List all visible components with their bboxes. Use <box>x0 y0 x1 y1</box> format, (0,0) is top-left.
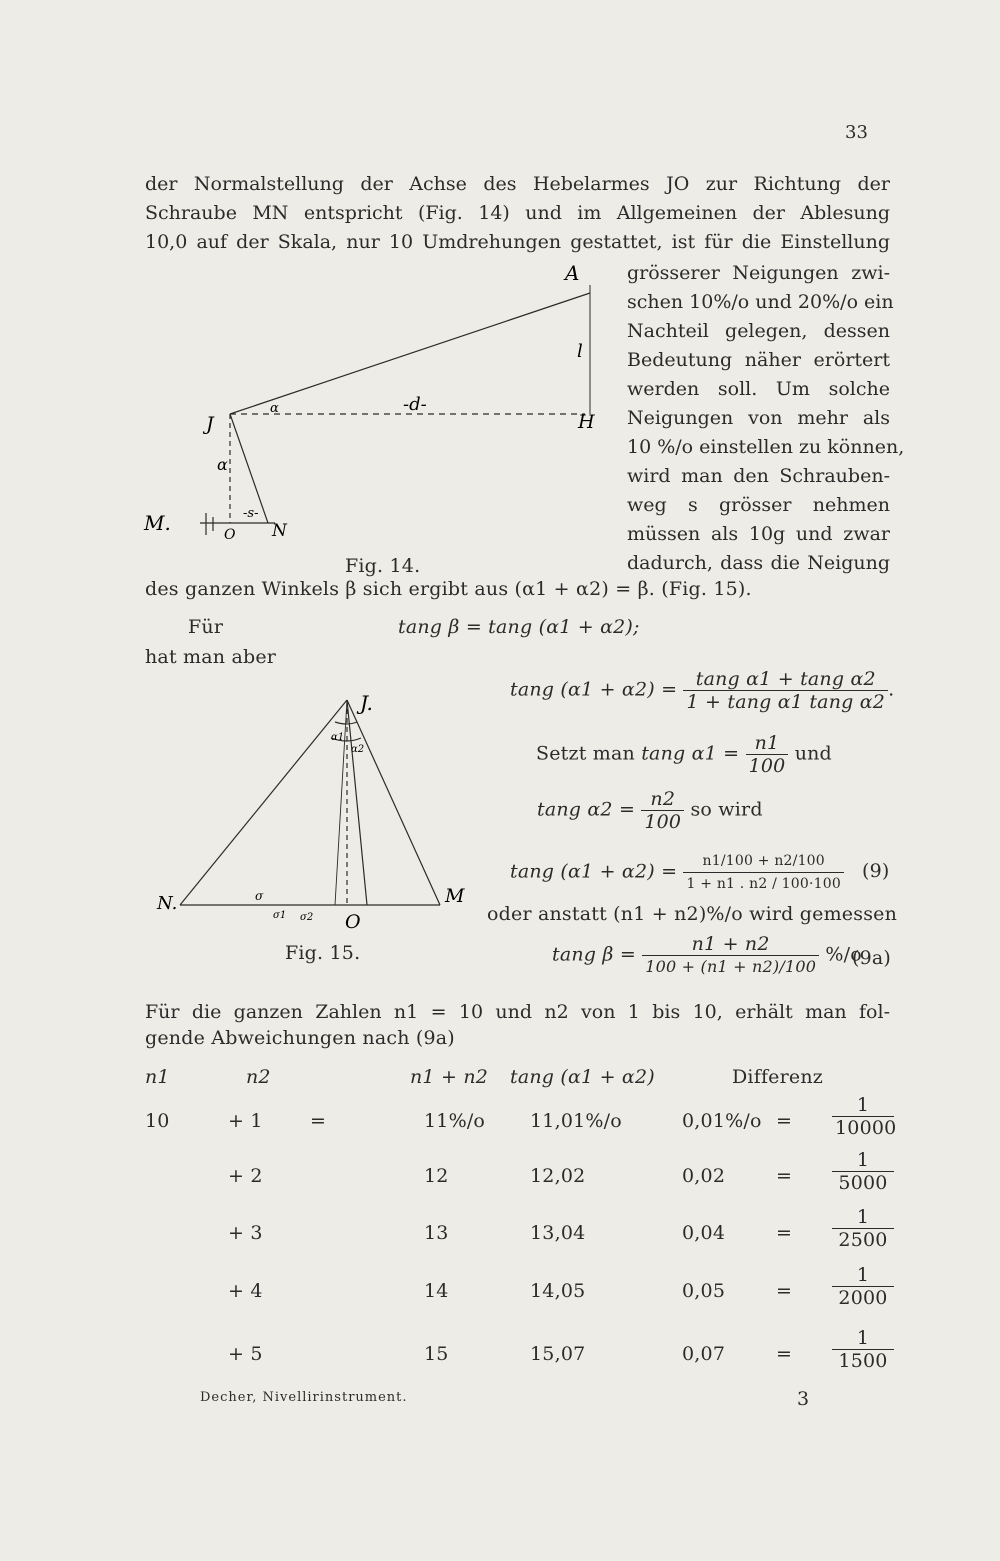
text-line: oder anstatt (n1 + n2)%/o wird gemessen <box>487 903 898 925</box>
table-cell-tang: 13,04 <box>530 1222 586 1244</box>
table-cell-tang: 12,02 <box>530 1165 586 1187</box>
table-cell-equals: = <box>776 1280 793 1302</box>
table-cell-sum: 15 <box>424 1343 449 1365</box>
fraction-numerator: n1/100 + n2/100 <box>683 850 843 873</box>
table-cell-difference: 0,05 <box>682 1280 726 1302</box>
fraction-denominator: 1500 <box>838 1350 888 1372</box>
label-J: J <box>206 413 214 435</box>
page-number: 33 <box>845 122 868 143</box>
fraction <box>832 1149 894 1194</box>
text-prefix: Setzt man <box>536 742 635 765</box>
text-line: 10,0 auf der Skala, nur 10 Umdrehungen gestattet, ist für die Einstellung <box>145 231 890 253</box>
text-line: des ganzen Winkels β sich ergibt aus (α1 + α2) = β. (Fig. 15). <box>145 578 752 600</box>
equation-tang-beta: tang β = tang (α1 + α2); <box>398 616 640 638</box>
table-cell-n1: 10 <box>145 1110 170 1132</box>
table-cell-tang: 11,01%/o <box>530 1110 622 1132</box>
table-cell-n2: + 5 <box>228 1343 263 1365</box>
table-cell-n2: + 2 <box>228 1165 263 1187</box>
label-s: -s- <box>243 506 259 521</box>
fraction <box>832 1206 894 1251</box>
table-cell-n2: + 4 <box>228 1280 263 1302</box>
fraction-numerator: tang α1 + tang α2 <box>683 668 888 691</box>
text-line: hat man aber <box>145 646 277 668</box>
footer-right: 3 <box>797 1388 810 1410</box>
text-suffix: und <box>794 742 832 765</box>
label-M: M <box>445 885 465 907</box>
equation-9a <box>552 933 862 978</box>
table-cell-tang: 15,07 <box>530 1343 586 1365</box>
table-header: tang (α1 + α2) <box>510 1066 655 1088</box>
fraction-numerator: n1 <box>746 732 789 755</box>
fraction-numerator: 1 <box>832 1327 894 1350</box>
table-cell-equals: = <box>776 1343 793 1365</box>
label-O: O <box>345 911 361 933</box>
fraction-denominator: 100 + (n1 + n2)/100 <box>645 957 817 976</box>
table-cell-difference: 0,02 <box>682 1165 726 1187</box>
text-line: Schraube MN entspricht (Fig. 14) und im Allgemeinen der Ablesung <box>145 202 890 224</box>
table-header: n1 + n2 <box>410 1066 489 1088</box>
label-alpha1: α1 <box>331 732 345 743</box>
fraction-denominator: 1 + n1 . n2 / 100·100 <box>686 876 841 892</box>
equation-lhs: tang α1 = <box>641 742 740 765</box>
fraction-numerator: 1 <box>832 1264 894 1287</box>
table-header: n2 <box>246 1066 271 1088</box>
fraction-numerator: n1 + n2 <box>642 933 819 956</box>
fraction-numerator: n2 <box>641 788 684 811</box>
table-header: n1 <box>145 1066 170 1088</box>
fraction <box>683 850 843 895</box>
wrapped-text-line: schen 10%/o und 20%/o ein <box>627 291 894 313</box>
wrapped-text-line: Bedeutung näher erörtert <box>627 349 890 371</box>
equation-9 <box>510 850 844 895</box>
text-line: gende Abweichungen nach (9a) <box>145 1027 455 1049</box>
label-sigma: σ <box>255 889 264 903</box>
equation-lhs: tang (α1 + α2) = <box>510 678 678 701</box>
label-d: -d- <box>403 394 427 415</box>
label-N: N. <box>157 893 178 914</box>
table-cell-sum: 13 <box>424 1222 449 1244</box>
figure-15-diagram <box>145 680 475 935</box>
wrapped-text-line: 10 %/o einstellen zu können, <box>627 436 905 458</box>
wrapped-text-line: weg s grösser nehmen <box>627 494 890 516</box>
line-J-inner <box>347 700 367 905</box>
figure-14-caption: Fig. 14. <box>345 555 421 577</box>
equation-tangent-sum <box>510 668 894 713</box>
label-N: N <box>272 521 287 541</box>
equation-lhs: tang α2 = <box>537 798 636 821</box>
fraction <box>832 1327 894 1372</box>
wrapped-text-line: Nachteil gelegen, dessen <box>627 320 890 342</box>
equation-end: . <box>888 678 895 701</box>
fraction-numerator: 1 <box>832 1094 894 1117</box>
wrapped-text-line: werden soll. Um solche <box>627 378 890 400</box>
label-sigma2: σ2 <box>300 912 314 923</box>
wrapped-text-line: wird man den Schrauben- <box>627 465 890 487</box>
fraction-numerator: 1 <box>832 1206 894 1229</box>
equation-lhs: tang (α1 + α2) = <box>510 860 678 883</box>
line-JM <box>347 700 440 905</box>
label-sigma1: σ1 <box>273 910 287 921</box>
table-cell-n2: + 3 <box>228 1222 263 1244</box>
table-cell-sum: 14 <box>424 1280 449 1302</box>
text-line: Für die ganzen Zahlen n1 = 10 und n2 von 1 bis 10, erhält man fol- <box>145 1001 890 1023</box>
fraction-denominator: 100 <box>644 811 682 833</box>
table-cell-equals: = <box>776 1165 793 1187</box>
table-cell-equals: = <box>310 1110 327 1132</box>
equation-setzt-man <box>536 732 832 777</box>
table-cell-sum: 11%/o <box>424 1110 486 1132</box>
label-A: A <box>565 261 580 285</box>
table-header: Differenz <box>732 1066 823 1088</box>
fraction <box>642 933 819 978</box>
fraction-denominator: 100 <box>748 755 786 777</box>
text-line: der Normalstellung der Achse des Hebelarmes JO zur Richtung der <box>145 173 890 195</box>
fraction-denominator: 2500 <box>838 1229 888 1251</box>
table-cell-difference: 0,01%/o <box>682 1110 762 1132</box>
wrapped-text-line: Neigungen von mehr als <box>627 407 890 429</box>
line-J-inner <box>335 700 347 905</box>
wrapped-text-line: grösserer Neigungen zwi- <box>627 262 890 284</box>
fraction <box>641 788 684 833</box>
equation-tang-a2 <box>537 788 763 833</box>
label-O: O <box>224 527 236 543</box>
table-cell-equals: = <box>776 1110 793 1132</box>
label-l: l <box>577 341 583 362</box>
table-cell-n2: + 1 <box>228 1110 263 1132</box>
wrapped-text-line: müssen als 10g und zwar <box>627 523 890 545</box>
text-line: Für <box>188 616 224 638</box>
label-alpha2: α2 <box>351 744 365 755</box>
fraction-denominator: 2000 <box>838 1287 888 1309</box>
fraction-denominator: 10000 <box>835 1117 897 1139</box>
text-suffix: so wird <box>690 798 763 821</box>
label-alpha: α <box>270 401 279 416</box>
figure-15-caption: Fig. 15. <box>285 942 361 964</box>
fraction-numerator: 1 <box>832 1149 894 1172</box>
table-cell-tang: 14,05 <box>530 1280 586 1302</box>
label-H: H <box>578 411 595 433</box>
line-JN <box>180 700 347 905</box>
equation-label: (9a) <box>852 947 892 969</box>
label-J: J. <box>360 691 373 715</box>
equation-lhs: tang β = <box>552 943 636 966</box>
table-cell-difference: 0,07 <box>682 1343 726 1365</box>
figure-14-diagram <box>140 255 620 555</box>
fraction-denominator: 5000 <box>838 1172 888 1194</box>
fraction <box>832 1264 894 1309</box>
fraction <box>683 668 888 713</box>
equation-label: (9) <box>862 860 890 882</box>
footer-left: Decher, Nivellirinstrument. <box>200 1390 408 1405</box>
fraction <box>746 732 789 777</box>
table-cell-difference: 0,04 <box>682 1222 726 1244</box>
table-cell-equals: = <box>776 1222 793 1244</box>
label-M: M. <box>144 511 171 535</box>
unit: %/o <box>825 943 862 966</box>
table-cell-sum: 12 <box>424 1165 449 1187</box>
fraction <box>832 1094 897 1139</box>
fraction-denominator: 1 + tang α1 tang α2 <box>686 691 886 713</box>
label-alpha: α <box>217 455 228 474</box>
wrapped-text-line: dadurch, dass die Neigung <box>627 552 890 574</box>
